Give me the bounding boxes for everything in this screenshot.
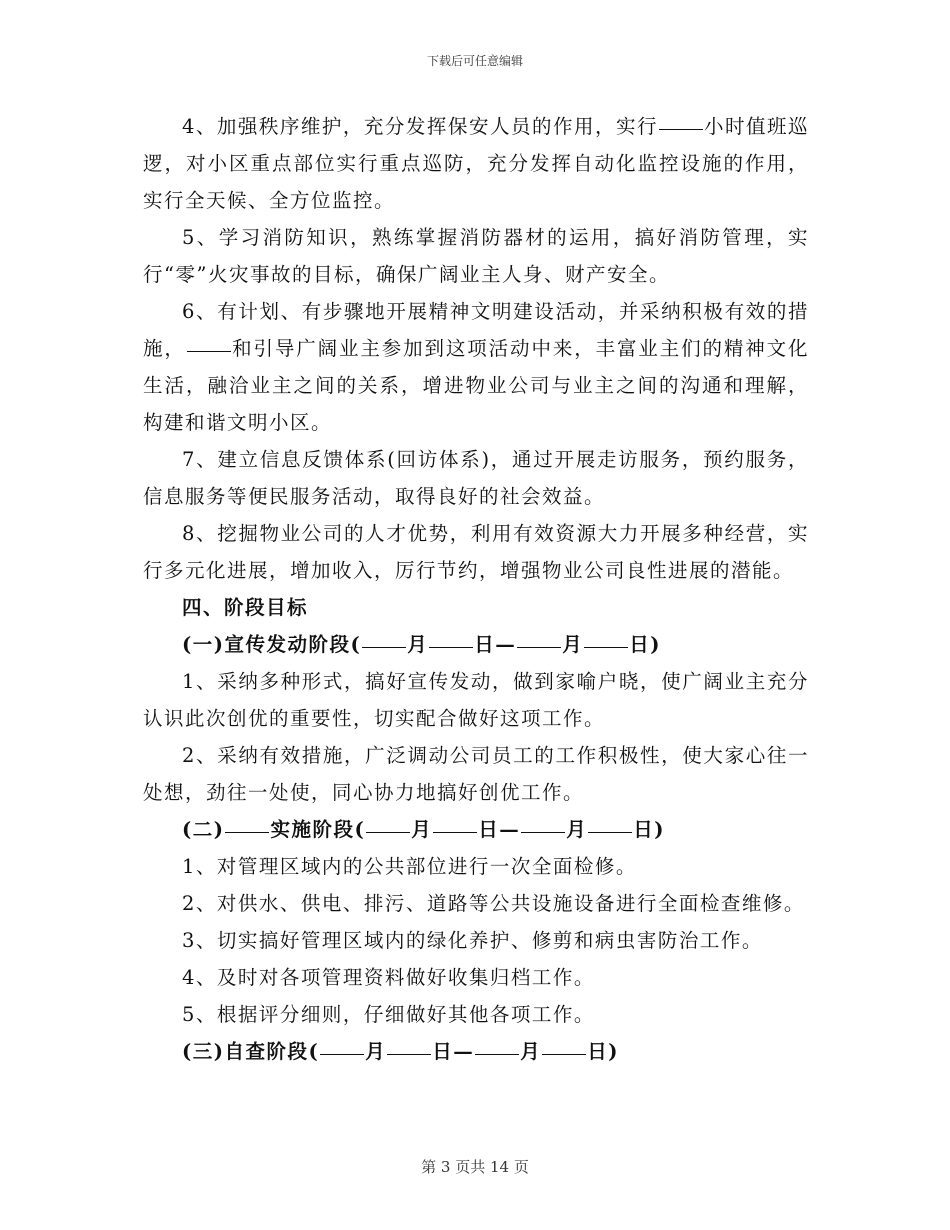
document-body xyxy=(143,108,809,1070)
month-label: 月 xyxy=(520,1040,542,1063)
day-label: 日 xyxy=(587,1040,609,1063)
blank-line xyxy=(225,831,269,833)
day-label: 日 xyxy=(432,1040,454,1063)
day-label: 日 xyxy=(478,818,500,841)
paragraph-6-text: 6、有计划、有步骤地开展精神文明建设活动，并采纳积极有效的措施， xyxy=(143,300,809,360)
month-label: 月 xyxy=(411,818,433,841)
month-label: 月 xyxy=(365,1040,387,1063)
month-label: 月 xyxy=(562,633,584,656)
blank-line xyxy=(187,350,231,352)
blank-line xyxy=(387,1053,431,1055)
month-label: 月 xyxy=(566,818,588,841)
blank-line xyxy=(521,831,565,833)
blank-line xyxy=(362,646,406,648)
paragraph-4 xyxy=(143,108,809,219)
stage-2-item-5: 5、根据评分细则，仔细做好其他各项工作。 xyxy=(182,1003,595,1026)
paragraph-6 xyxy=(143,293,809,441)
paragraph-4-text: 4、加强秩序维护，充分发挥保安人员的作用，实行 xyxy=(182,115,658,138)
stage-2-title: 实施阶段( xyxy=(270,818,366,841)
stage-3-title: (三)自查阶段( xyxy=(182,1040,320,1063)
paragraph-8: 8、挖掘物业公司的人才优势，利用有效资源大力开展多种经营，实行多元化进展，增加收入，厉行节约，增强物业公司良性进展的潜能。 xyxy=(143,522,809,582)
blank-line xyxy=(475,1053,519,1055)
close-paren: ) xyxy=(608,1040,619,1063)
close-paren: ) xyxy=(650,633,661,656)
date-dash: — xyxy=(453,1040,475,1063)
stage-2-number: (二) xyxy=(182,818,225,841)
paragraph-7: 7、建立信息反馈体系(回访体系)，通过开展走访服务，预约服务，信息服务等便民服务活动，取得良好的社会效益。 xyxy=(143,448,809,508)
day-label: 日 xyxy=(629,633,651,656)
day-label: 日 xyxy=(474,633,496,656)
page-footer: 第 3 页共 14 页 xyxy=(421,1158,529,1176)
blank-line xyxy=(659,128,703,130)
paragraph-5: 5、学习消防知识，熟练掌握消防器材的运用，搞好消防管理，实行“零”火灾事故的目标，确保广阔业主人身、财产安全。 xyxy=(143,226,809,286)
stage-3-heading xyxy=(143,1033,809,1070)
stage-2-heading xyxy=(143,811,809,848)
blank-line xyxy=(588,831,632,833)
blank-line xyxy=(366,831,410,833)
stage-2-item-1: 1、对管理区域内的公共部位进行一次全面检修。 xyxy=(182,855,637,878)
page-header: 下载后可任意编辑 xyxy=(426,54,523,68)
close-paren: ) xyxy=(654,818,665,841)
stage-1-item-2: 2、采纳有效措施，广泛调动公司员工的工作积极性，使大家心往一处想，劲往一处使，同心协力地搞好创优工作。 xyxy=(143,744,809,804)
stage-1-heading xyxy=(143,626,809,663)
date-dash: — xyxy=(495,633,517,656)
month-label: 月 xyxy=(407,633,429,656)
blank-line xyxy=(584,646,628,648)
stage-1-title: (一)宣传发动阶段( xyxy=(182,633,362,656)
blank-line xyxy=(517,646,561,648)
blank-line xyxy=(320,1053,364,1055)
paragraph-4-text-cont: 小时值班巡逻，对小区重点部位实行重点巡防，充分发挥自动化监控设施的作用，实行全天候、全方位监控。 xyxy=(143,115,809,212)
stage-2-item-3: 3、切实搞好管理区域内的绿化养护、修剪和病虫害防治工作。 xyxy=(182,929,763,952)
stage-2-item-2: 2、对供水、供电、排污、道路等公共设施设备进行全面检查维修。 xyxy=(182,892,805,915)
stage-1-item-1: 1、采纳多种形式，搞好宣传发动，做到家喻户晓，使广阔业主充分认识此次创优的重要性，切实配合做好这项工作。 xyxy=(143,670,809,730)
date-dash: — xyxy=(499,818,521,841)
blank-line xyxy=(542,1053,586,1055)
paragraph-6-text-cont: 和引导广阔业主参加到这项活动中来，丰富业主们的精神文化生活，融洽业主之间的关系，增进物业公司与业主之间的沟通和理解，构建和谐文明小区。 xyxy=(143,337,809,434)
blank-line xyxy=(429,646,473,648)
blank-line xyxy=(433,831,477,833)
stage-2-item-4: 4、及时对各项管理资料做好收集归档工作。 xyxy=(182,966,595,989)
day-label: 日 xyxy=(633,818,655,841)
section-heading-stage-goals: 四、阶段目标 xyxy=(182,596,309,619)
